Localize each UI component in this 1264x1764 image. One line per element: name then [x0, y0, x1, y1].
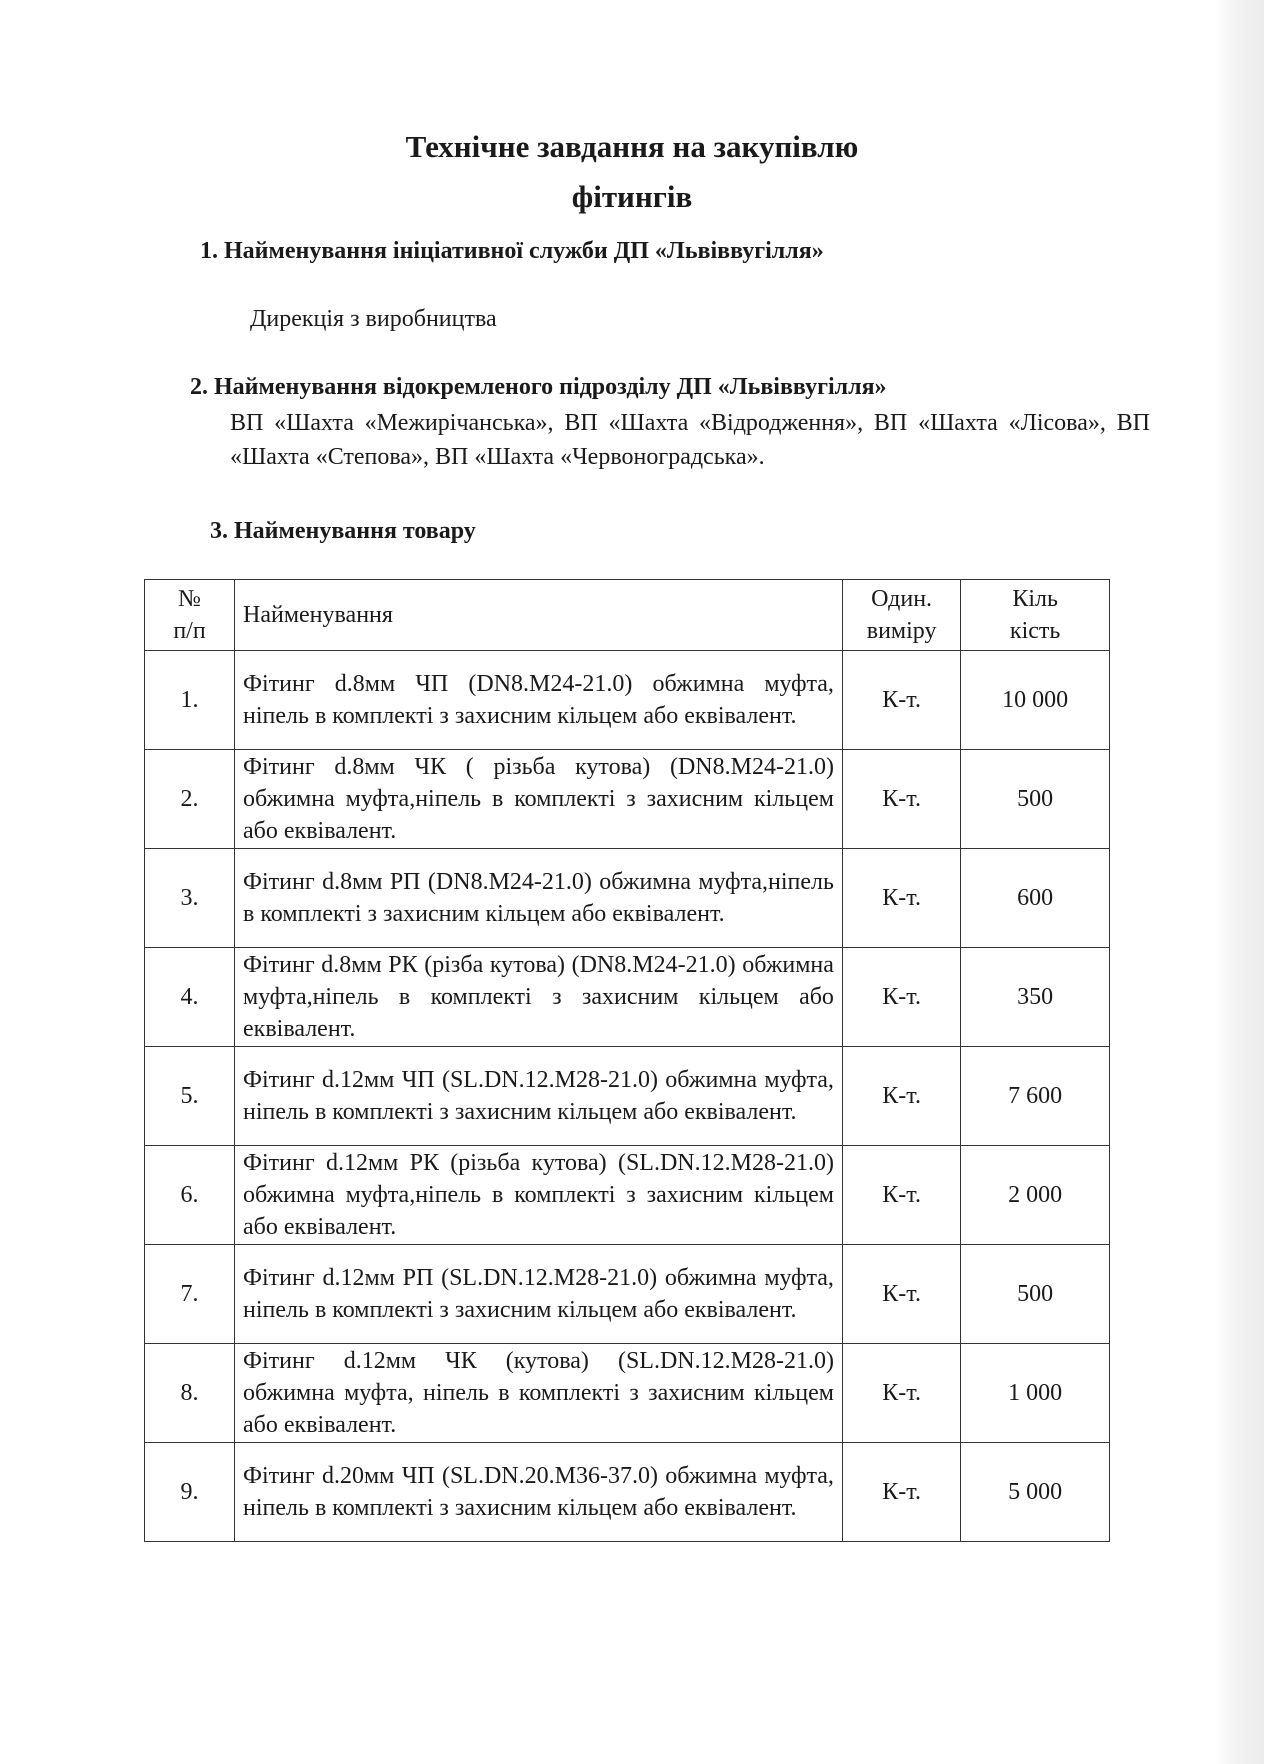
table-row	[145, 1245, 1110, 1344]
row-number: 6.	[145, 1146, 235, 1245]
header-quantity-line-2: кість	[1009, 618, 1061, 644]
table-row	[145, 1047, 1110, 1146]
table-row	[145, 1344, 1110, 1443]
row-quantity: 2 000	[961, 1146, 1110, 1245]
section-2-heading: 2. Найменування відокремленого підрозділу ДП «Львіввугілля»	[190, 374, 887, 400]
table-row	[145, 1146, 1110, 1245]
row-name: Фітинг d.8мм РК (різба кутова) (DN8.M24-21.0) обжимна муфта,ніпель в комплекті з захисним кільцем або еквівалент.	[235, 948, 843, 1047]
scan-edge-shadow	[1216, 0, 1264, 1764]
row-quantity: 500	[961, 1245, 1110, 1344]
header-number-line-2: п/п	[173, 618, 206, 644]
row-quantity: 1 000	[961, 1344, 1110, 1443]
row-number: 8.	[145, 1344, 235, 1443]
row-quantity: 7 600	[961, 1047, 1110, 1146]
title-line-2: фітингів	[571, 179, 693, 214]
row-unit: К-т.	[842, 1146, 960, 1245]
row-quantity: 350	[961, 948, 1110, 1047]
row-name: Фітинг d.12мм ЧП (SL.DN.12.M28-21.0) обжимна муфта, ніпель в комплекті з захисним кільцем або еквівалент.	[235, 1047, 843, 1146]
row-name: Фітинг d.8мм ЧП (DN8.M24-21.0) обжимна муфта, ніпель в комплекті з захисним кільцем або еквівалент.	[235, 651, 843, 750]
row-name: Фітинг d.12мм ЧК (кутова) (SL.DN.12.M28-21.0) обжимна муфта, ніпель в комплекті з захисним кільцем або еквівалент.	[235, 1344, 843, 1443]
row-unit: К-т.	[842, 651, 960, 750]
row-unit: К-т.	[842, 1047, 960, 1146]
row-name: Фітинг d.12мм РК (різьба кутова) (SL.DN.12.M28-21.0) обжимна муфта,ніпель в комплекті з захисним кільцем або еквівалент.	[235, 1146, 843, 1245]
row-number: 5.	[145, 1047, 235, 1146]
row-number: 3.	[145, 849, 235, 948]
table-row	[145, 948, 1110, 1047]
header-name: Найменування	[235, 580, 843, 651]
row-unit: К-т.	[842, 1344, 960, 1443]
row-number: 2.	[145, 750, 235, 849]
row-unit: К-т.	[842, 1443, 960, 1542]
table-row	[145, 651, 1110, 750]
row-number: 9.	[145, 1443, 235, 1542]
row-name: Фітинг d.20мм ЧП (SL.DN.20.M36-37.0) обжимна муфта, ніпель в комплекті з захисним кільцем або еквівалент.	[235, 1443, 843, 1542]
header-unit	[842, 580, 960, 651]
row-quantity: 500	[961, 750, 1110, 849]
row-unit: К-т.	[842, 750, 960, 849]
section-3-heading: 3. Найменування товару	[210, 518, 476, 544]
row-unit: К-т.	[842, 849, 960, 948]
header-unit-line-2: виміру	[866, 618, 937, 644]
header-quantity-line-1: Кіль	[1012, 586, 1058, 612]
table-header-row	[145, 580, 1110, 651]
row-number: 1.	[145, 651, 235, 750]
document-title	[0, 122, 1264, 222]
section-2-text: ВП «Шахта «Межирічанська», ВП «Шахта «Відродження», ВП «Шахта «Лісова», ВП «Шахта «Степова», ВП «Шахта «Червоноградська».	[230, 410, 1150, 470]
row-number: 7.	[145, 1245, 235, 1344]
goods-table	[144, 579, 1110, 1542]
header-quantity	[961, 580, 1110, 651]
row-unit: К-т.	[842, 948, 960, 1047]
header-number-line-1: №	[178, 586, 201, 612]
row-unit: К-т.	[842, 1245, 960, 1344]
section-1-text: Дирекція з виробництва	[250, 306, 497, 332]
header-unit-line-1: Один.	[871, 586, 933, 612]
header-number	[145, 580, 235, 651]
row-name: Фітинг d.12мм РП (SL.DN.12.M28-21.0) обжимна муфта, ніпель в комплекті з захисним кільцем або еквівалент.	[235, 1245, 843, 1344]
table-row	[145, 1443, 1110, 1542]
row-name: Фітинг d.8мм РП (DN8.M24-21.0) обжимна муфта,ніпель в комплекті з захисним кільцем або еквівалент.	[235, 849, 843, 948]
table-row	[145, 849, 1110, 948]
row-number: 4.	[145, 948, 235, 1047]
row-quantity: 5 000	[961, 1443, 1110, 1542]
section-1-heading: 1. Найменування ініціативної служби ДП «Львіввугілля»	[200, 238, 824, 264]
title-line-1: Технічне завдання на закупівлю	[405, 129, 859, 164]
table-row	[145, 750, 1110, 849]
row-quantity: 10 000	[961, 651, 1110, 750]
row-quantity: 600	[961, 849, 1110, 948]
row-name: Фітинг d.8мм ЧК ( різьба кутова) (DN8.M24-21.0) обжимна муфта,ніпель в комплекті з захисним кільцем або еквівалент.	[235, 750, 843, 849]
